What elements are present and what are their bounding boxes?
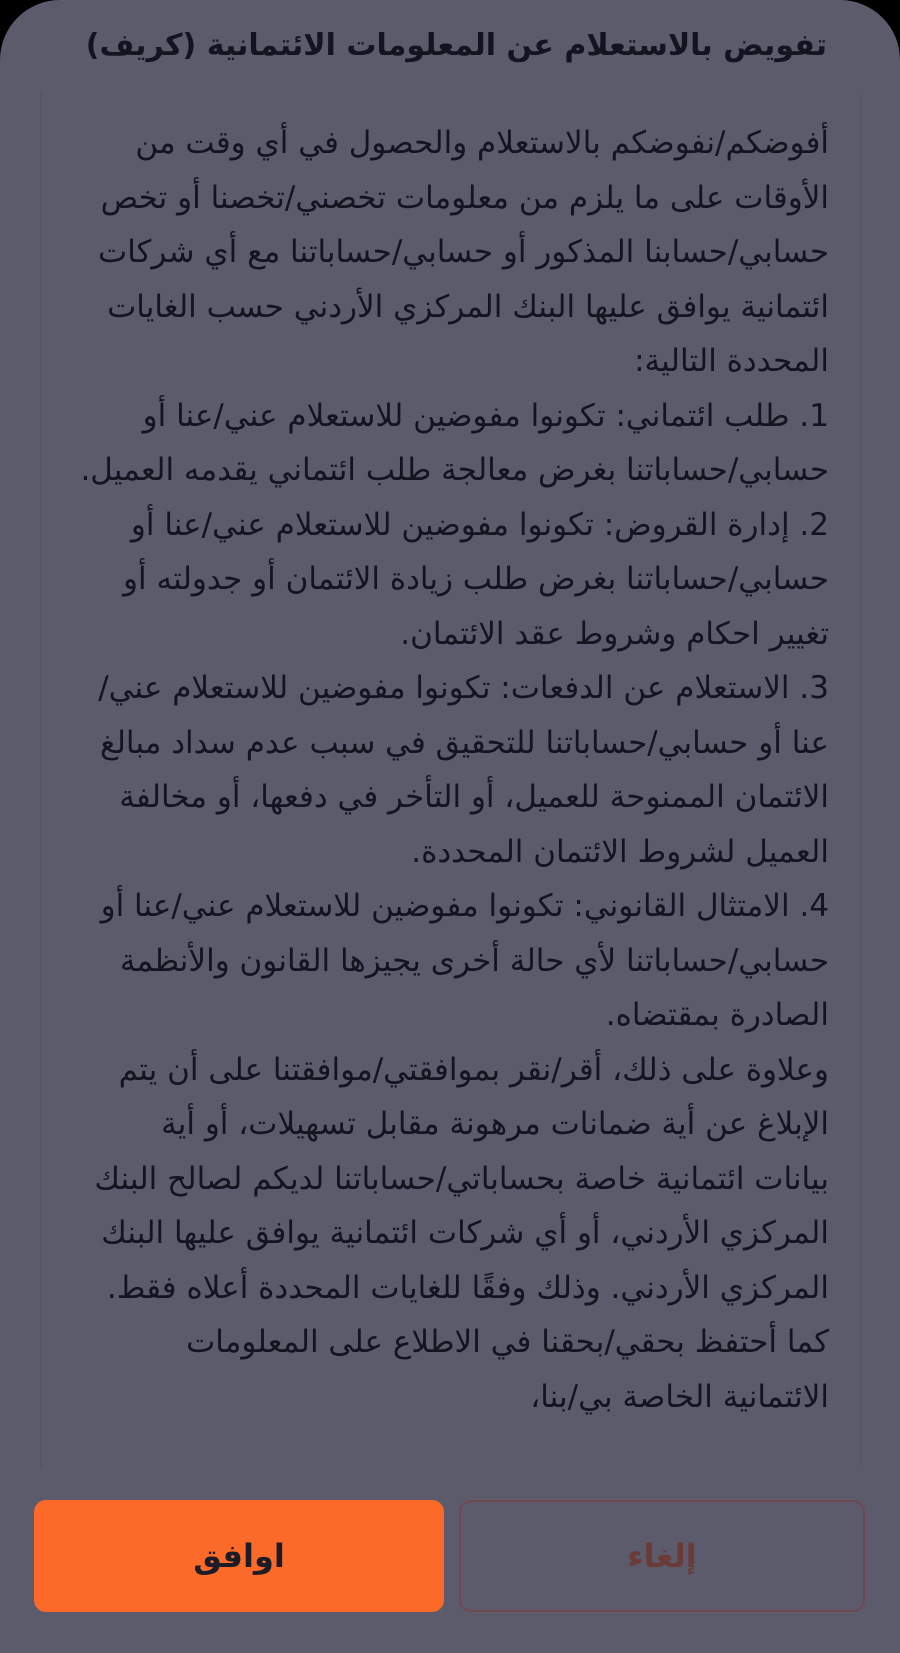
terms-item-payment-inquiry: 3. الاستعلام عن الدفعات: تكونوا مفوضين للاستعلام عني/عنا أو حسابي/حساباتنا للتحقيق في سبب عدم سداد مبالغ الائتمان الممنوحة للعميل، أو التأخر في دفعها، أو مخالفة العميل لشروط الائتمان المحددة. bbox=[98, 670, 829, 870]
terms-intro-paragraph: أفوضكم/نفوضكم بالاستعلام والحصول في أي وقت من الأوقات على ما يلزم من معلومات تخصني/تخصنا أو تخص حسابي/حسابنا المذكور أو حسابي/حساباتنا مع أي شركات ائتمانية يوافق عليها البنك المركزي الأردني حسب الغايات المحددة التالية: bbox=[98, 125, 829, 379]
terms-item-loan-management: 2. إدارة القروض: تكونوا مفوضين للاستعلام عني/عنا أو حسابي/حساباتنا بغرض طلب زيادة الائتمان أو جدولته أو تغيير احكام وشروط عقد الائتمان. bbox=[123, 506, 829, 652]
terms-item-legal-compliance: 4. الامتثال القانوني: تكونوا مفوضين للاستعلام عني/عنا أو حسابي/حساباتنا لأي حالة أخرى يجيزها القانون والأنظمة الصادرة بمقتضاه. bbox=[100, 888, 829, 1033]
terms-consent-paragraph: وعلاوة على ذلك، أقر/نقر بموافقتي/موافقتنا على أن يتم الإبلاغ عن أية ضمانات مرهونة مقابل تسهيلات، أو أية بيانات ائتمانية خاصة بحساباتي/حساباتنا لديكم لصالح البنك المركزي الأردني، أو أي شركات ائتمانية يوافق عليها البنك المركزي الأردني. وذلك وفقًا للغايات المحددة أعلاه فقط. كما أحتفظ بحقي/بحقنا في الاطلاع على المعلومات الائتمانية الخاصة بي/بنا، bbox=[94, 1051, 829, 1415]
agree-button[interactable]: اوافق bbox=[34, 1500, 444, 1612]
cancel-button[interactable]: إلغاء bbox=[459, 1500, 865, 1612]
dialog-actions bbox=[0, 1500, 900, 1612]
terms-item-credit-request: 1. طلب ائتماني: تكونوا مفوضين للاستعلام عني/عنا أو حسابي/حساباتنا بغرض معالجة طلب ائتماني يقدمه العميل. bbox=[80, 397, 829, 488]
dialog-title: تفويض بالاستعلام عن المعلومات الائتمانية (كريف) bbox=[85, 28, 827, 63]
terms-scroll-area[interactable] bbox=[40, 92, 862, 1468]
terms-text bbox=[77, 116, 829, 1424]
